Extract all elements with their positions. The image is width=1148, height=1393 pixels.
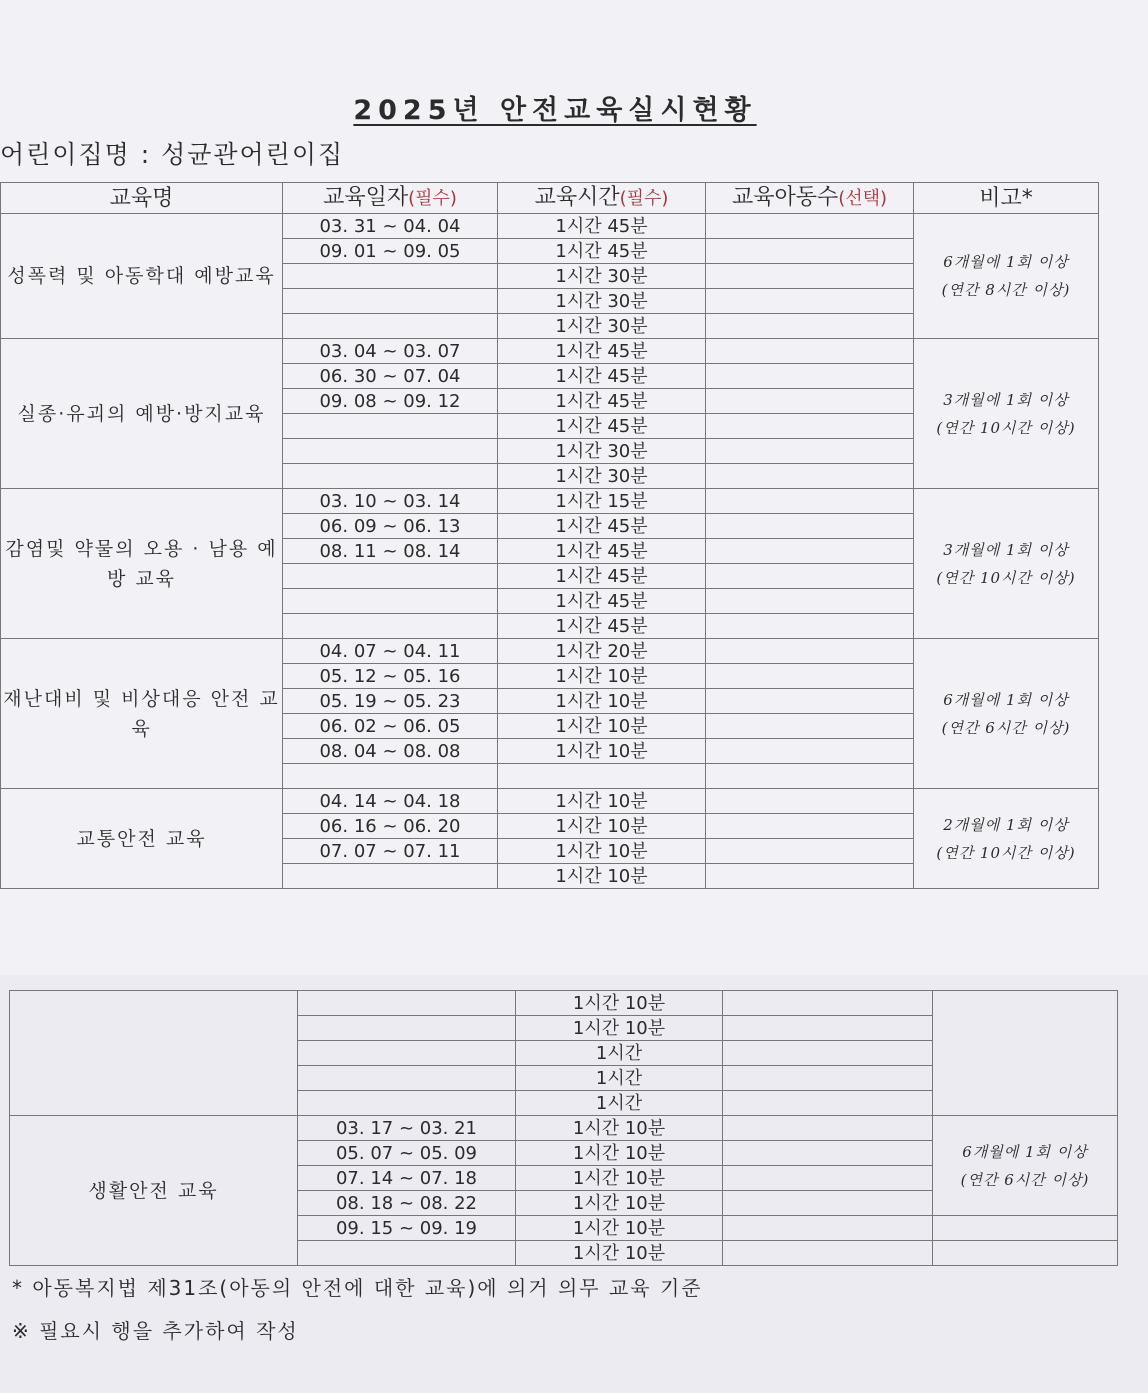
child-count-cell	[706, 364, 914, 389]
category-name: 교통안전 교육	[1, 789, 283, 889]
child-count-cell	[706, 414, 914, 439]
education-date: 09. 08 ~ 09. 12	[283, 389, 498, 414]
child-count-cell	[723, 1016, 933, 1041]
child-count-cell	[706, 764, 914, 789]
education-date	[298, 1016, 516, 1041]
education-time: 1시간	[516, 1041, 723, 1066]
child-count-cell	[706, 639, 914, 664]
education-date: 08. 04 ~ 08. 08	[283, 739, 498, 764]
child-count-cell	[723, 1241, 933, 1266]
child-count-cell	[723, 1141, 933, 1166]
education-table-continued-body	[10, 991, 1118, 1266]
child-count-cell	[706, 789, 914, 814]
education-time: 1시간 10분	[516, 991, 723, 1016]
education-time: 1시간 45분	[498, 589, 706, 614]
child-count-cell	[723, 1191, 933, 1216]
category-note	[914, 489, 1099, 639]
category-name-continued	[10, 991, 298, 1116]
table-row	[1, 639, 1099, 664]
table-row	[1, 489, 1099, 514]
education-time: 1시간 15분	[498, 489, 706, 514]
education-table-continued	[9, 990, 1118, 1266]
child-count-cell	[706, 564, 914, 589]
child-count-cell	[706, 814, 914, 839]
education-time: 1시간 45분	[498, 214, 706, 239]
category-name: 실종·유괴의 예방·방지교육	[1, 339, 283, 489]
education-date: 06. 09 ~ 06. 13	[283, 514, 498, 539]
category-name: 재난대비 및 비상대응 안전 교육	[1, 639, 283, 789]
category-note	[914, 339, 1099, 489]
education-time: 1시간 10분	[498, 714, 706, 739]
header-note: 비고*	[914, 183, 1099, 214]
education-time: 1시간 45분	[498, 514, 706, 539]
education-date: 06. 16 ~ 06. 20	[283, 814, 498, 839]
education-time: 1시간 10분	[516, 1116, 723, 1141]
education-time: 1시간 10분	[498, 664, 706, 689]
education-date: 04. 07 ~ 04. 11	[283, 639, 498, 664]
child-count-cell	[706, 339, 914, 364]
education-time: 1시간 10분	[516, 1216, 723, 1241]
education-date	[283, 864, 498, 889]
education-time: 1시간 45분	[498, 414, 706, 439]
child-count-cell	[723, 1091, 933, 1116]
education-time	[498, 764, 706, 789]
education-time: 1시간 10분	[498, 739, 706, 764]
table-header-row	[1, 183, 1099, 214]
note-annual-hours: (연간 10시간 이상)	[936, 843, 1076, 862]
education-time: 1시간 45분	[498, 614, 706, 639]
header-name: 교육명	[1, 183, 283, 214]
child-count-cell	[706, 864, 914, 889]
education-date: 08. 18 ~ 08. 22	[298, 1191, 516, 1216]
child-count-cell	[706, 489, 914, 514]
child-count-cell	[706, 614, 914, 639]
education-time: 1시간 10분	[498, 814, 706, 839]
table-row	[1, 339, 1099, 364]
education-time: 1시간 10분	[516, 1191, 723, 1216]
education-table	[0, 182, 1099, 889]
category-note	[914, 789, 1099, 889]
education-date	[283, 264, 498, 289]
child-count-cell	[706, 389, 914, 414]
note-frequency: 6개월에 1회 이상	[943, 253, 1069, 271]
education-time: 1시간 45분	[498, 364, 706, 389]
education-time: 1시간 10분	[498, 789, 706, 814]
category-name: 생활안전 교육	[10, 1116, 298, 1266]
table-row	[1, 789, 1099, 814]
note-annual-hours: (연간 10시간 이상)	[936, 568, 1076, 587]
education-time: 1시간	[516, 1066, 723, 1091]
education-date	[283, 414, 498, 439]
child-count-cell	[706, 464, 914, 489]
child-count-cell	[706, 314, 914, 339]
education-date	[298, 1041, 516, 1066]
child-count-cell	[706, 664, 914, 689]
education-time: 1시간 30분	[498, 289, 706, 314]
education-time: 1시간 10분	[498, 864, 706, 889]
document-title: 2025년 안전교육실시현황	[353, 95, 757, 126]
note-annual-hours: (연간 6시간 이상)	[960, 1170, 1090, 1189]
header-count: 교육아동수(선택)	[706, 183, 914, 214]
education-time: 1시간 45분	[498, 539, 706, 564]
child-count-cell	[706, 289, 914, 314]
note-frequency: 6개월에 1회 이상	[943, 690, 1069, 709]
education-time: 1시간	[516, 1091, 723, 1116]
child-count-cell	[723, 1216, 933, 1241]
child-count-cell	[706, 239, 914, 264]
child-count-cell	[706, 539, 914, 564]
education-time: 1시간 45분	[498, 389, 706, 414]
education-date: 04. 14 ~ 04. 18	[283, 789, 498, 814]
education-time: 1시간 10분	[498, 839, 706, 864]
education-date: 03. 04 ~ 03. 07	[283, 339, 498, 364]
child-count-cell	[723, 1066, 933, 1091]
education-time: 1시간 10분	[516, 1141, 723, 1166]
table-row	[10, 991, 1118, 1016]
education-time: 1시간 45분	[498, 239, 706, 264]
category-name: 성폭력 및 아동학대 예방교육	[1, 214, 283, 339]
child-count-cell	[706, 739, 914, 764]
child-count-cell	[706, 839, 914, 864]
education-time: 1시간 45분	[498, 564, 706, 589]
note-annual-hours: (연간 6시간 이상)	[941, 718, 1071, 737]
education-date	[298, 1091, 516, 1116]
education-date: 06. 30 ~ 07. 04	[283, 364, 498, 389]
daycare-name-label: 어린이집명 : 성균관어린이집	[0, 140, 345, 169]
education-date: 08. 11 ~ 08. 14	[283, 539, 498, 564]
education-time: 1시간 20분	[498, 639, 706, 664]
education-time: 1시간 10분	[516, 1016, 723, 1041]
note-annual-hours: (연간 8시간 이상)	[941, 281, 1071, 299]
education-time: 1시간 30분	[498, 464, 706, 489]
note-frequency: 3개월에 1회 이상	[943, 540, 1069, 559]
education-time: 1시간 45분	[498, 339, 706, 364]
education-date: 07. 14 ~ 07. 18	[298, 1166, 516, 1191]
education-date	[283, 314, 498, 339]
child-count-cell	[706, 514, 914, 539]
education-date: 09. 01 ~ 09. 05	[283, 239, 498, 264]
child-count-cell	[723, 1041, 933, 1066]
child-count-cell	[706, 589, 914, 614]
header-time: 교육시간(필수)	[498, 183, 706, 214]
note-frequency: 3개월에 1회 이상	[943, 390, 1069, 409]
note-annual-hours: (연간 10시간 이상)	[936, 418, 1076, 437]
education-date	[298, 1241, 516, 1266]
child-count-cell	[706, 264, 914, 289]
category-note-continued	[933, 991, 1118, 1116]
category-note	[933, 1116, 1118, 1216]
education-time: 1시간 10분	[516, 1166, 723, 1191]
child-count-cell	[723, 1166, 933, 1191]
education-date: 05. 07 ~ 05. 09	[298, 1141, 516, 1166]
education-date	[283, 564, 498, 589]
table-row	[1, 214, 1099, 239]
education-time: 1시간 10분	[498, 689, 706, 714]
education-date: 03. 10 ~ 03. 14	[283, 489, 498, 514]
education-date	[283, 439, 498, 464]
category-name: 감염및 약물의 오용 · 남용 예방 교육	[1, 489, 283, 639]
child-count-cell	[723, 1116, 933, 1141]
education-date	[283, 614, 498, 639]
table-row	[10, 1116, 1118, 1141]
education-date	[283, 589, 498, 614]
child-count-cell	[706, 439, 914, 464]
education-date: 06. 02 ~ 06. 05	[283, 714, 498, 739]
education-time: 1시간 10분	[516, 1241, 723, 1266]
education-date: 05. 19 ~ 05. 23	[283, 689, 498, 714]
child-count-cell	[723, 991, 933, 1016]
education-date: 07. 07 ~ 07. 11	[283, 839, 498, 864]
education-time: 1시간 30분	[498, 439, 706, 464]
header-date: 교육일자(필수)	[283, 183, 498, 214]
child-count-cell	[706, 689, 914, 714]
education-date: 03. 31 ~ 04. 04	[283, 214, 498, 239]
note-frequency: 6개월에 1회 이상	[962, 1142, 1088, 1161]
note-empty-cell	[933, 1216, 1118, 1241]
category-note	[914, 639, 1099, 789]
note-empty-cell	[933, 1241, 1118, 1266]
education-date	[283, 764, 498, 789]
footnote-add-rows: ※ 필요시 행을 추가하여 작성	[12, 1319, 299, 1343]
education-time: 1시간 30분	[498, 314, 706, 339]
child-count-cell	[706, 214, 914, 239]
education-date: 05. 12 ~ 05. 16	[283, 664, 498, 689]
child-count-cell	[706, 714, 914, 739]
footnote-legal-basis: * 아동복지법 제31조(아동의 안전에 대한 교육)에 의거 의무 교육 기준	[12, 1276, 703, 1300]
education-date	[283, 464, 498, 489]
education-date	[283, 289, 498, 314]
education-date: 03. 17 ~ 03. 21	[298, 1116, 516, 1141]
education-date: 09. 15 ~ 09. 19	[298, 1216, 516, 1241]
note-frequency: 2개월에 1회 이상	[943, 815, 1069, 834]
category-note	[914, 214, 1099, 339]
education-date	[298, 1066, 516, 1091]
education-time: 1시간 30분	[498, 264, 706, 289]
education-date	[298, 991, 516, 1016]
education-table-body	[1, 214, 1099, 889]
